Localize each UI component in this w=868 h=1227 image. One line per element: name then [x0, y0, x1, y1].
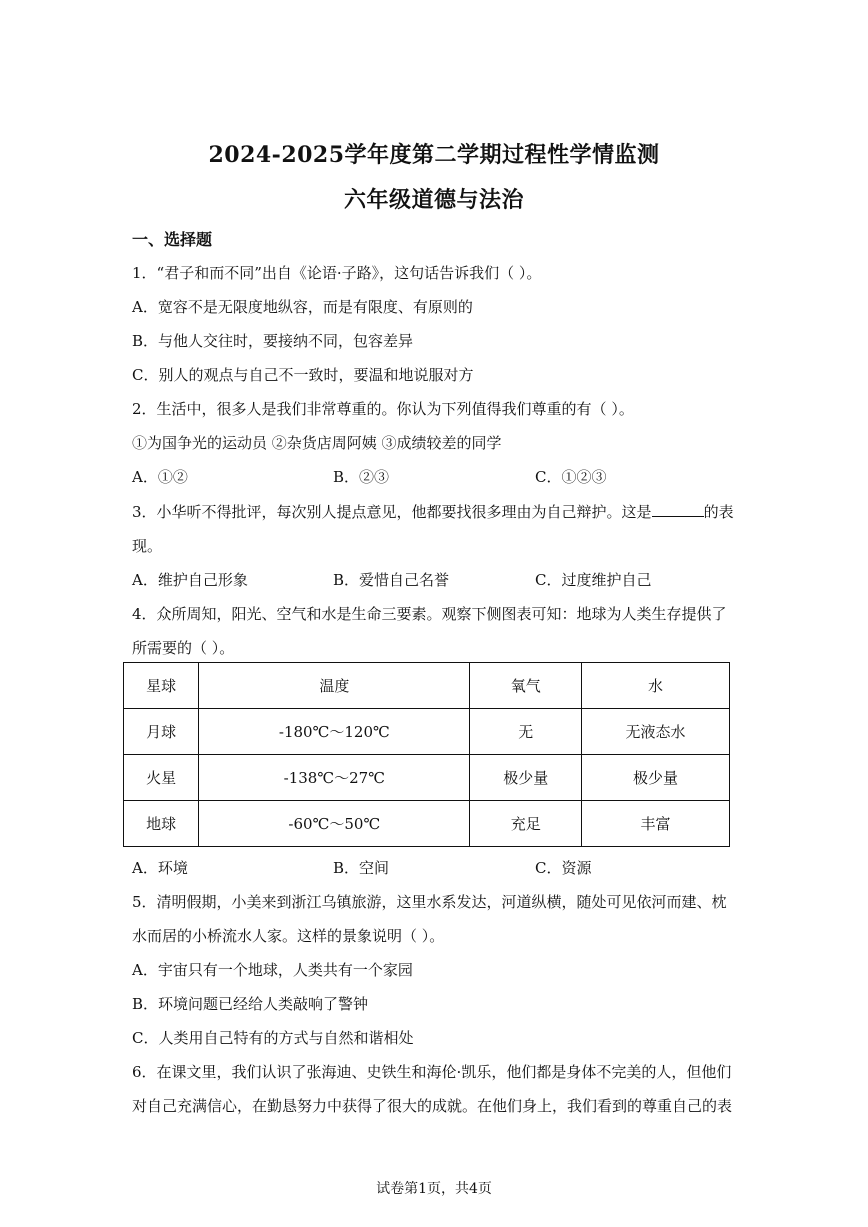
- q4-stem-line1: 4．众所周知，阳光、空气和水是生命三要素。观察下侧图表可知：地球为人类生存提供了: [132, 605, 727, 623]
- q5-option-a: A．宇宙只有一个地球，人类共有一个家园: [132, 961, 413, 979]
- q4-option-b: B．空间: [333, 859, 390, 877]
- answer-blank: [652, 502, 704, 517]
- table-cell: -180℃～120℃: [199, 709, 470, 755]
- q2-option-b: B．②③: [333, 468, 390, 486]
- exam-title: 2024-2025学年度第二学期过程性学情监测: [208, 142, 660, 168]
- q6-stem-line2: 对自己充满信心，在勤恳努力中获得了很大的成就。在他们身上，我们看到的尊重自己的表: [132, 1097, 733, 1115]
- q1-option-b: B．与他人交往时，要接纳不同，包容差异: [132, 332, 414, 350]
- q3-option-a: A．维护自己形象: [132, 571, 248, 589]
- q1-stem: 1．“君子和而不同”出自《论语·子路》，这句话告诉我们（ ）。: [132, 264, 542, 282]
- q5-option-c: C．人类用自己特有的方式与自然和谐相处: [132, 1029, 414, 1047]
- q4-option-a: A．环境: [132, 859, 188, 877]
- table-row: [124, 801, 730, 847]
- q1-option-c: C．别人的观点与自己不一致时，要温和地说服对方: [132, 366, 474, 384]
- q3-stem-part2: 的表: [703, 503, 734, 521]
- table-row: [124, 755, 730, 801]
- q3-stem-line2: 现。: [132, 537, 163, 555]
- q5-option-b: B．环境问题已经给人类敲响了警钟: [132, 995, 369, 1013]
- table-header-cell: 星球: [124, 663, 199, 709]
- q3-option-c: C．过度维护自己: [535, 571, 652, 589]
- table-header-cell: 氧气: [470, 663, 582, 709]
- table-cell: 月球: [124, 709, 199, 755]
- table-cell: 火星: [124, 755, 199, 801]
- table-header-row: [124, 663, 730, 709]
- table-cell: 丰富: [582, 801, 730, 847]
- q2-items: ①为国争光的运动员 ②杂货店周阿姨 ③成绩较差的同学: [132, 434, 502, 452]
- table-cell: 极少量: [470, 755, 582, 801]
- table-cell: 地球: [124, 801, 199, 847]
- q4-option-c: C．资源: [535, 859, 592, 877]
- table-header-cell: 温度: [199, 663, 470, 709]
- q2-option-c: C．①②③: [535, 468, 607, 486]
- table-cell: -138℃～27℃: [199, 755, 470, 801]
- page-footer: 试卷第1页，共4页: [376, 1181, 492, 1197]
- q3-stem: [132, 501, 734, 522]
- table-cell: 无液态水: [582, 709, 730, 755]
- table-header-cell: 水: [582, 663, 730, 709]
- table-row: [124, 709, 730, 755]
- section-heading: 一、选择题: [132, 230, 213, 249]
- table-cell: -60℃～50℃: [199, 801, 470, 847]
- q3-stem-part1: 3．小华听不得批评，每次别人提点意见，他都要找很多理由为自己辩护。这是: [132, 503, 652, 521]
- q4-stem-line2: 所需要的（ ）。: [132, 639, 235, 657]
- table-cell: 充足: [470, 801, 582, 847]
- subject-title: 六年级道德与法治: [343, 187, 524, 213]
- table-cell: 无: [470, 709, 582, 755]
- q5-stem-line1: 5．清明假期，小美来到浙江乌镇旅游，这里水系发达，河道纵横，随处可见依河而建、枕: [132, 893, 727, 911]
- q2-stem: 2．生活中，很多人是我们非常尊重的。你认为下列值得我们尊重的有（ ）。: [132, 400, 634, 418]
- table-cell: 极少量: [582, 755, 730, 801]
- q5-stem-line2: 水而居的小桥流水人家。这样的景象说明（ ）。: [132, 927, 445, 945]
- q6-stem-line1: 6．在课文里，我们认识了张海迪、史铁生和海伦·凯乐，他们都是身体不完美的人，但他们: [132, 1063, 732, 1081]
- planet-table: [123, 662, 730, 847]
- q1-option-a: A．宽容不是无限度地纵容，而是有限度、有原则的: [132, 298, 473, 316]
- q3-option-b: B．爱惜自己名誉: [333, 571, 450, 589]
- q2-option-a: A．①②: [132, 468, 188, 486]
